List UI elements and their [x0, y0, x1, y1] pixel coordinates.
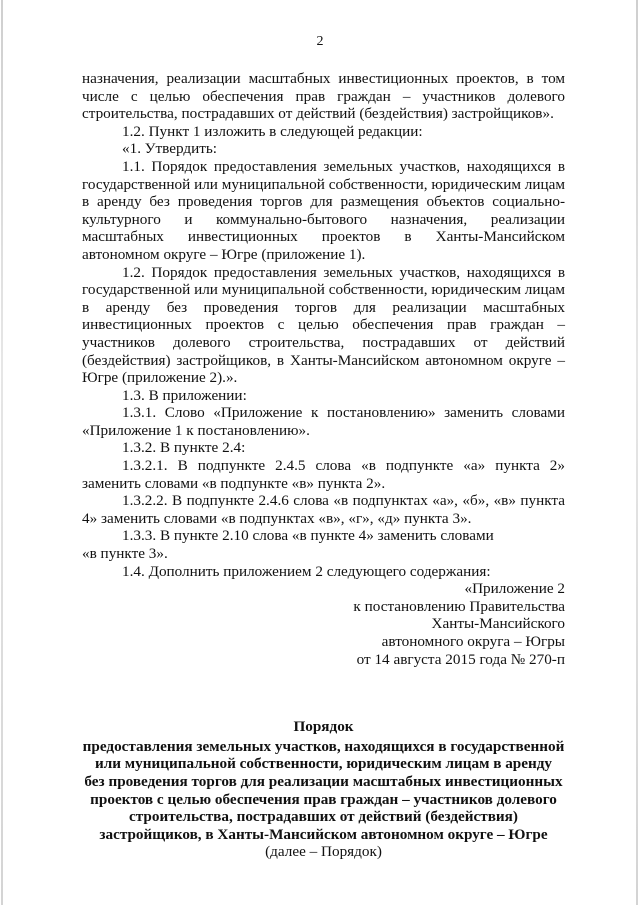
appendix-header-line: к постановлению Правительства: [353, 597, 565, 615]
title-line: предоставления земельных участков, находящихся в государственной: [82, 737, 565, 755]
document-body: [82, 70, 565, 861]
paragraph: назначения, реализации масштабных инвестиционных проектов, в том числе с целью обеспечения прав граждан – участников долевого строительства, пострадавших от действий (бездействия) застройщиков».: [82, 70, 565, 123]
scan-edge-left: [1, 0, 3, 905]
paragraph: 1.2. Порядок предоставления земельных участков, находящихся в государственной или муниципальной собственности, юридическим лицам в аренду без проведения торгов для реализации масштабных инвестиционных проектов с целью обеспечения прав граждан – участников долевого строительства, пострадавших от действий (бездействия) застройщиков, в Ханты-Мансийском автономном округе – Югре (приложение 2).».: [82, 263, 565, 387]
title-line: строительства, пострадавших от действий (бездействия): [129, 808, 518, 826]
title-line: проектов с целью обеспечения прав граждан – участников долевого: [90, 790, 557, 808]
appendix-header-line: Ханты-Мансийского: [431, 615, 565, 633]
appendix-header: [82, 580, 565, 668]
appendix-header-line: «Приложение 2: [464, 580, 565, 598]
title-line: застройщиков, в Ханты-Мансийском автономном округе – Югре: [99, 825, 548, 843]
appendix-header-line: автономного округа – Югры: [381, 633, 565, 650]
paragraph: 1.3.3. В пункте 2.10 слова «в пункте 4» заменить словами: [122, 527, 494, 545]
paragraph: 1.3.1. Слово «Приложение к постановлению» заменить словами «Приложение 1 к постановлению».: [82, 404, 565, 439]
paragraph: 1.1. Порядок предоставления земельных участков, находящихся в государственной или муниципальной собственности, юридическим лицам в аренду без проведения торгов для размещения объектов социально-культурного и коммунально-бытового назначения, реализации масштабных инвестиционных проектов в Ханты-Мансийском автономном округе – Югре (приложение 1).: [82, 157, 565, 263]
paragraph: 1.2. Пункт 1 изложить в следующей редакции:: [122, 122, 423, 140]
scan-edge-right: [636, 0, 638, 905]
appendix-header-line: от 14 августа 2015 года № 270-п: [356, 650, 565, 668]
paragraph: «в пункте 3».: [82, 545, 168, 563]
paragraph: 1.3.2.1. В подпункте 2.4.5 слова «в подпункте «а» пункта 2» заменить словами «в подпункте «в» пункта 2».: [82, 457, 565, 492]
paragraph: «1. Утвердить:: [122, 140, 218, 158]
title-heading: Порядок: [293, 718, 354, 736]
paragraph: 1.3. В приложении:: [122, 386, 247, 404]
paragraph: 1.3.2.2. В подпункте 2.4.6 слова «в подпунктах «а», «б», «в» пункта 4» заменить словами «в подпунктах «в», «г», «д» пункта 3».: [82, 492, 565, 527]
paragraph: 1.4. Дополнить приложением 2 следующего содержания:: [122, 562, 491, 580]
document-title: [82, 718, 565, 861]
title-line: или муниципальной собственности, юридическим лицам в аренду: [94, 755, 553, 773]
title-note: (далее – Порядок): [265, 843, 382, 861]
paragraph: 1.3.2. В пункте 2.4:: [122, 439, 246, 457]
title-line: без проведения торгов для реализации масштабных инвестиционных: [84, 772, 563, 790]
page-number: 2: [316, 34, 324, 49]
